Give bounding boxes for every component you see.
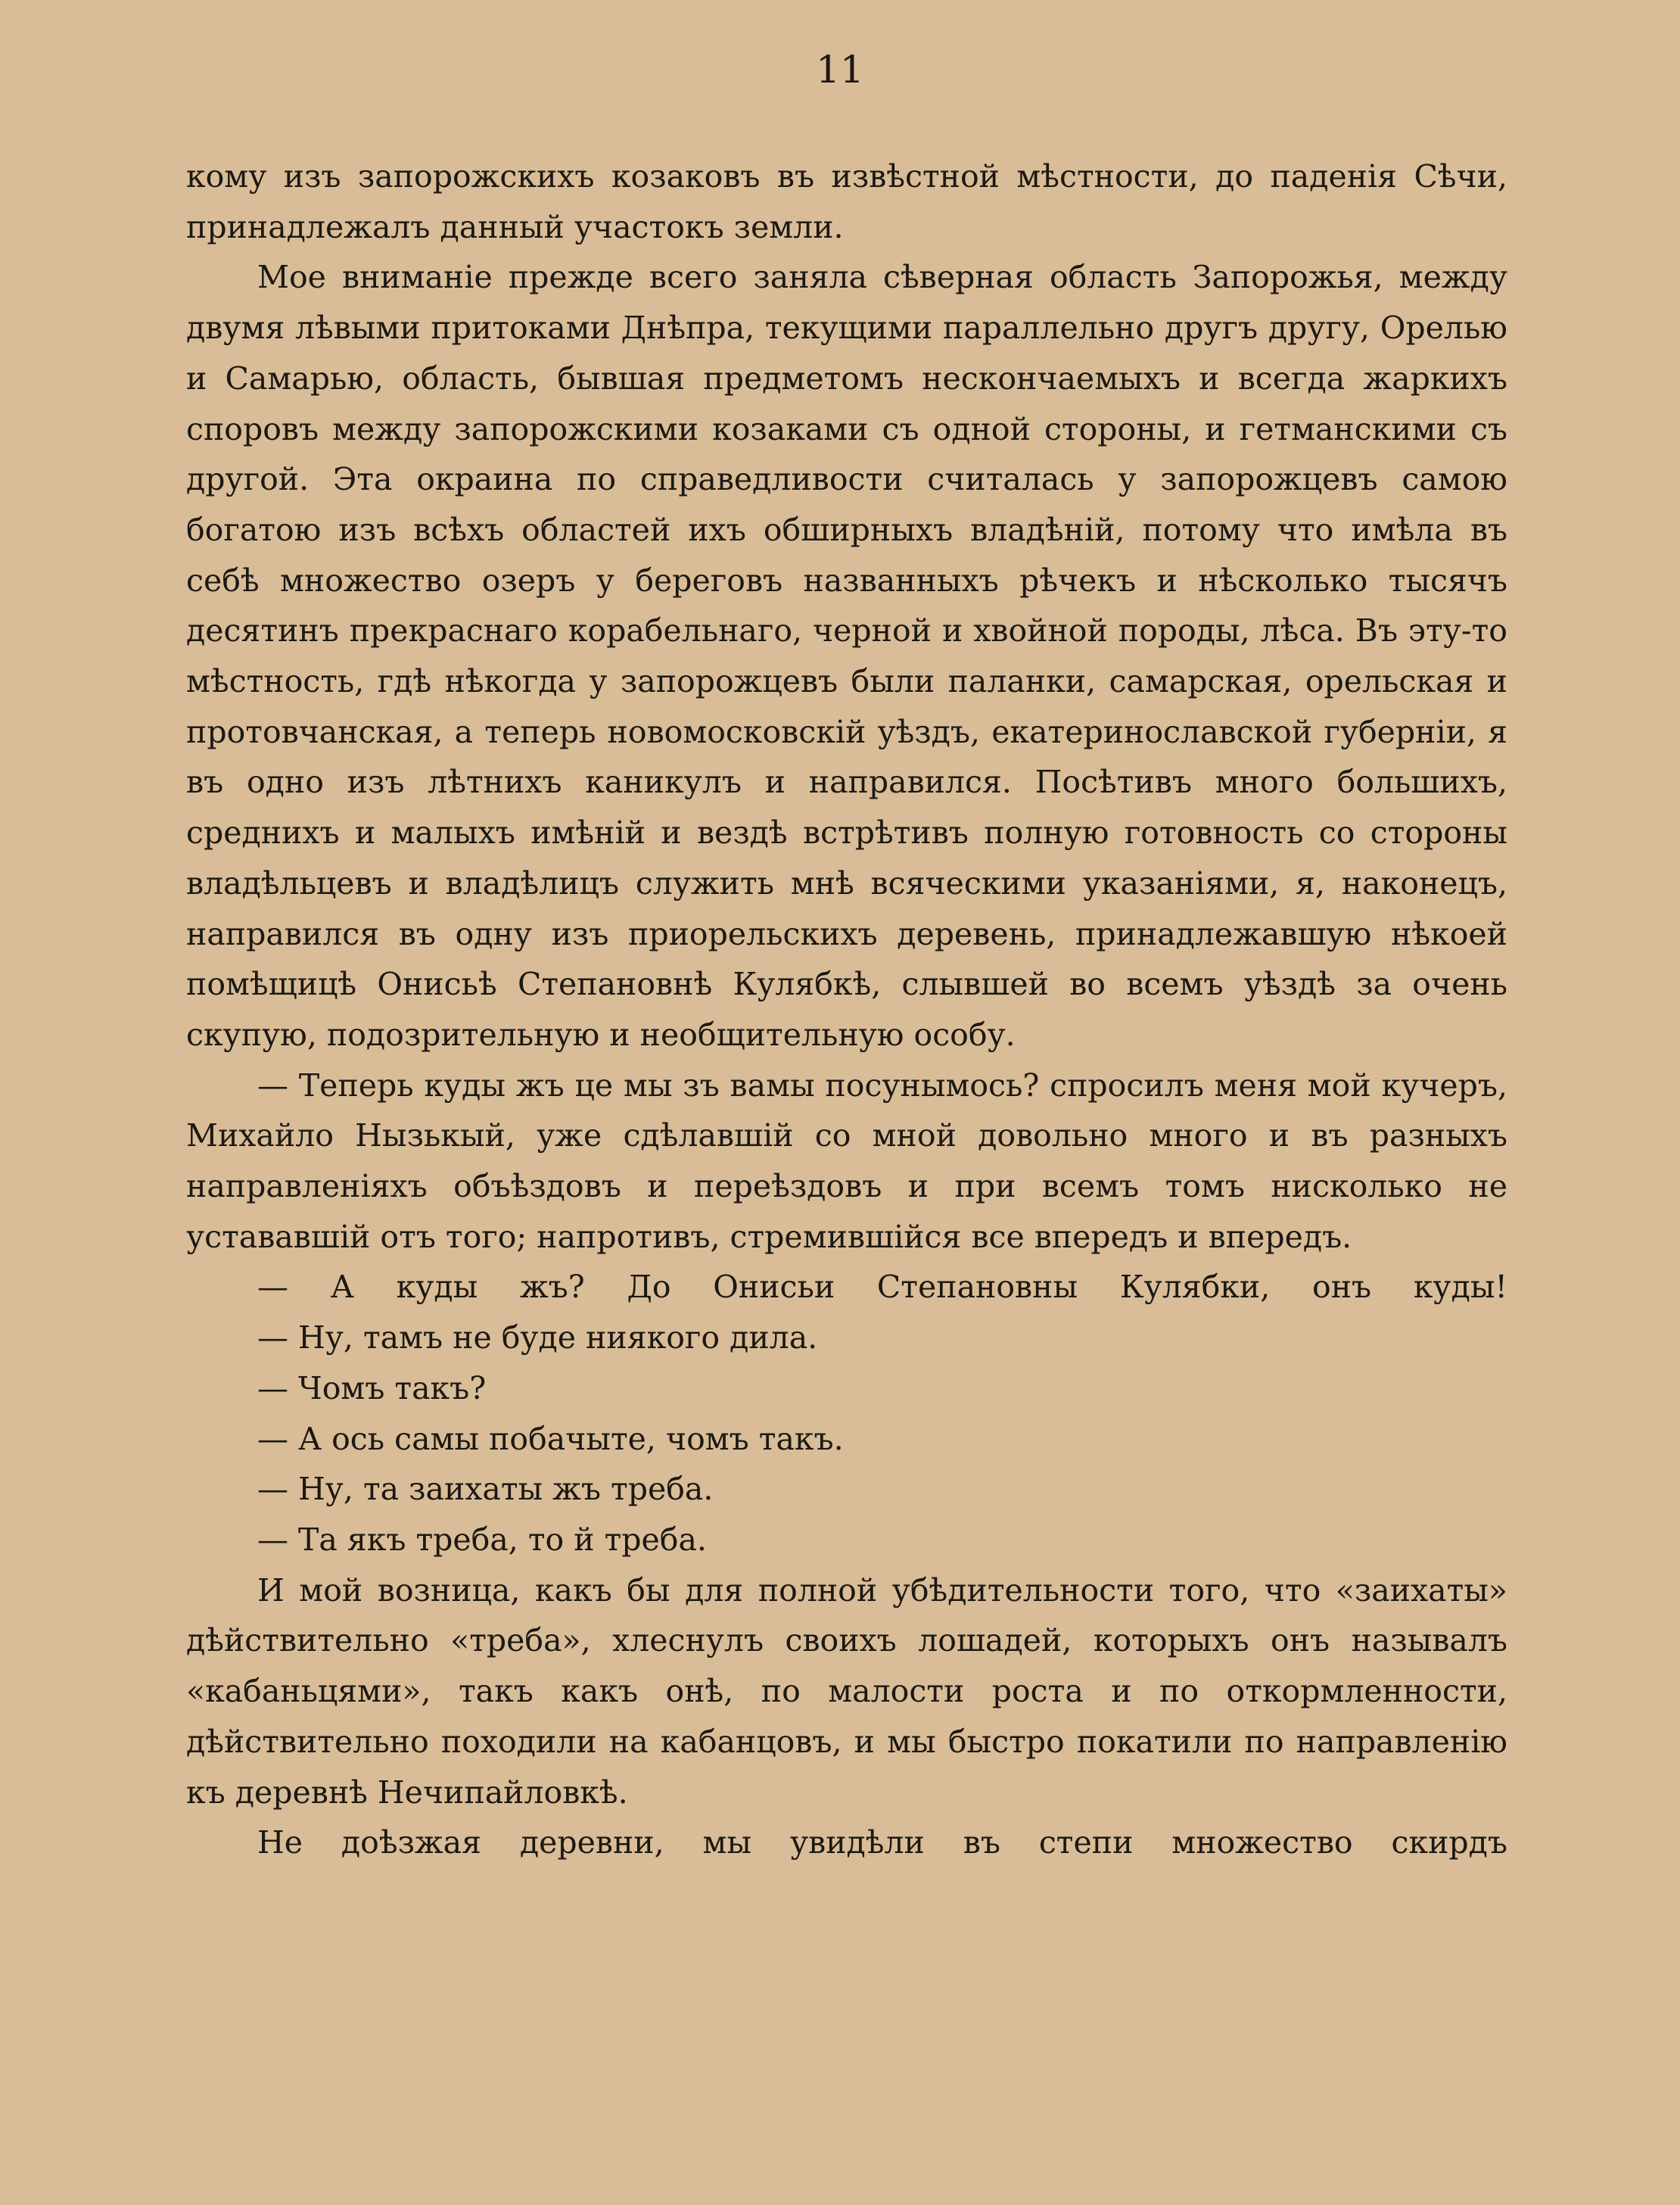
dialogue-line: — Ну, та заихаты жъ треба. [257, 1471, 714, 1508]
paragraph-approaching-village: Не доѣзжая деревни, мы увидѣли въ степи множество скирдъ [257, 1824, 1507, 1861]
dialogue-line: — А куды жъ? До Онисьи Степановны Кулябки, онъ куды! [257, 1269, 1507, 1306]
paragraph-drive-to-village: И мой возница, какъ бы для полной убѣдительности того, что «заихаты» дѣйствительно «треба», хлеснулъ своихъ лошадей, которыхъ онъ называлъ «кабаньцями», такъ какъ онѣ, по малости роста и по откормленности, дѣйствительно походили на кабанцовъ, и мы быстро покатили по направленію къ деревнѣ Нечипайловкѣ. [186, 1571, 1507, 1811]
paragraph-continuation: кому изъ запорожскихъ козаковъ въ извѣстной мѣстности, до паденія Сѣчи, принадлежалъ данный участокъ земли. [186, 158, 1507, 245]
dialogue-line: — Та якъ треба, то й треба. [257, 1521, 707, 1558]
dialogue-line: — А ось самы побачыте, чомъ такъ. [257, 1420, 844, 1457]
page-body-text [186, 151, 1507, 1868]
page-number: 11 [816, 48, 864, 92]
dialogue-line: — Ну, тамъ не буде ниякого дила. [257, 1319, 818, 1356]
dialogue-line: — Чомъ такъ? [257, 1369, 487, 1406]
paragraph-zaporozhye-region: Мое вниманіе прежде всего заняла сѣверная область Запорожья, между двумя лѣвыми притоками Днѣпра, текущими параллельно другъ другу, Орелью и Самарью, область, бывшая предметомъ нескончаемыхъ и всегда жаркихъ споровъ между запорожскими козаками съ одной стороны, и гетманскими съ другой. Эта окраина по справедливости считалась у запорожцевъ самою богатою изъ всѣхъ областей ихъ обширныхъ владѣній, потому что имѣла въ себѣ множество озеръ у береговъ названныхъ рѣчекъ и нѣсколько тысячъ десятинъ прекраснаго корабельнаго, черной и хвойной породы, лѣса. Въ эту-то мѣстность, гдѣ нѣкогда у запорожцевъ были паланки, самарская, орельская и протовчанская, а теперь новомосковскій уѣздъ, екатеринославской губерніи, я въ одно изъ лѣтнихъ каникулъ и направился. Посѣтивъ много большихъ, среднихъ и малыхъ имѣній и вездѣ встрѣтивъ полную готовность со стороны владѣльцевъ и владѣлицъ служить мнѣ всяческими указаніями, я, наконецъ, направился въ одну изъ приорельскихъ деревень, принадлежавшую нѣкоей помѣщицѣ Онисьѣ Степановнѣ Кулябкѣ, слывшей во всемъ уѣздѣ за очень скупую, подозрительную и необщительную особу. [186, 259, 1507, 1053]
paragraph-coachman-question: — Теперь куды жъ це мы зъ вамы посунымось? спросилъ меня мой кучеръ, Михайло Нызькый, уже сдѣлавшій со мной довольно много и въ разныхъ направленіяхъ объѣздовъ и переѣздовъ и при всемъ томъ нисколько не устававшій отъ того; напротивъ, стремившійся все впередъ и впередъ. [186, 1067, 1507, 1255]
